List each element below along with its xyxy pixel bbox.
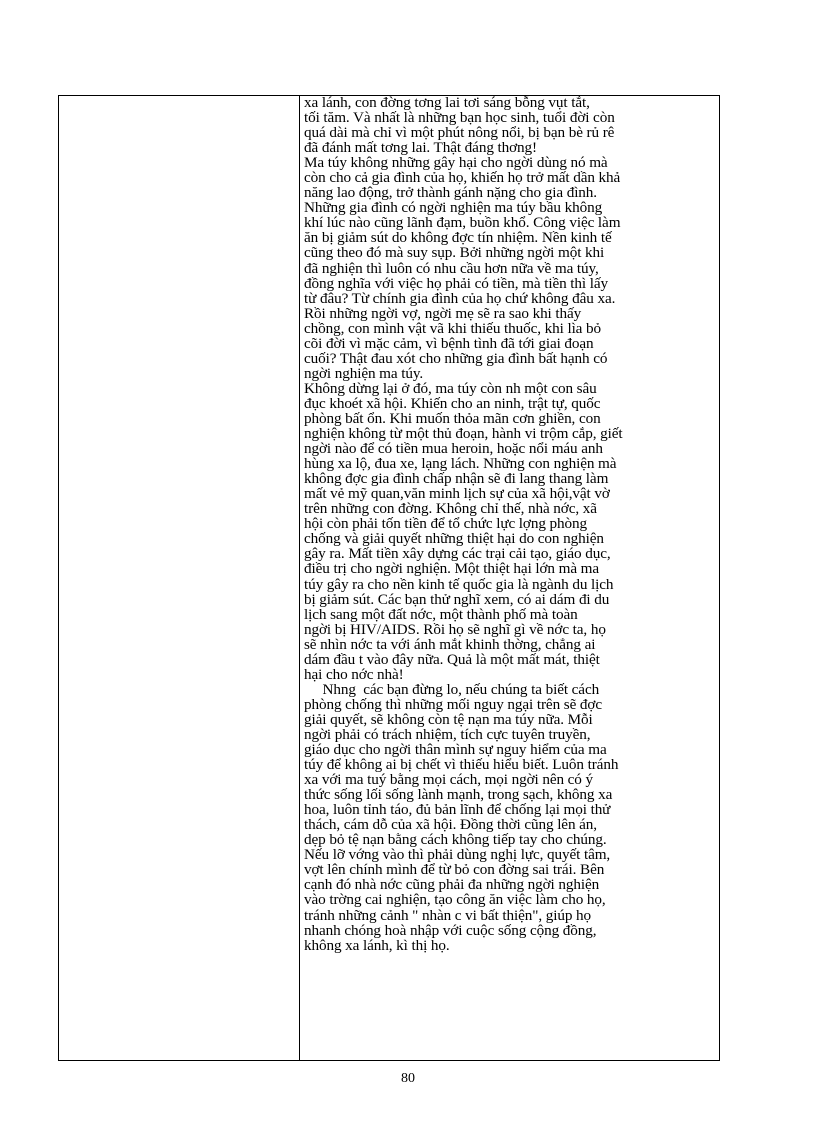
text-line: chống và giải quyết những thiệt hại do con nghiện (304, 530, 604, 548)
text-line: sẽ nhìn nớc ta với ánh mắt khinh thờng, chẳng ai (304, 635, 596, 653)
text-line: hại cho nớc nhà! (304, 665, 404, 683)
text-line: phòng bất ổn. Khi muốn thỏa mãn cơn ghiền, con (304, 409, 601, 427)
text-line: phòng chống thì những mối nguy ngại trên sẽ đợc (304, 695, 602, 713)
text-line: chồng, con mình vật vã khi thiếu thuốc, khi lìa bỏ (304, 319, 602, 337)
text-line: đục khoét xã hội. Khiến cho an ninh, trật tự, quốc (304, 394, 601, 412)
text-line: lịch sang một đất nớc, một thành phố mà toàn (304, 605, 578, 623)
text-line: giải quyết, sẽ không còn tệ nạn ma túy nữa. Mỗi (304, 710, 593, 728)
text-line: Những gia đình có ngời nghiện ma túy bầu không (304, 199, 603, 217)
text-line: đồng nghĩa với việc họ phải có tiền, mà tiền thì lấy (304, 274, 608, 292)
text-line: gây ra. Mất tiền xây dựng các trại cải tạo, giáo dục, (304, 545, 611, 563)
column-divider (299, 95, 300, 1061)
text-line: Không dừng lại ở đó, ma túy còn nh một con sâu (304, 379, 597, 397)
text-line: giáo dục cho ngời thân mình sự nguy hiểm của ma (304, 741, 607, 759)
text-line: quá dài mà chỉ vì một phút nông nổi, bị bạn bè rủ rê (304, 124, 615, 142)
text-line: khí lúc nào cũng lãnh đạm, buồn khổ. Công việc làm (304, 214, 621, 232)
text-line: thức sống lối sống lành mạnh, trong sạch, không xa (304, 786, 613, 804)
text-line: vào trờng cai nghiện, tạo công ăn việc làm cho họ, (304, 891, 606, 909)
left-empty-column (59, 96, 299, 1060)
text-line: túy để không ai bị chết vì thiếu hiểu biết. Luôn tránh (304, 756, 619, 774)
text-line: cuối? Thật đau xót cho những gia đình bất hạnh có (304, 349, 608, 367)
text-line: hùng xa lộ, đua xe, lạng lách. Những con nghiện mà (304, 455, 617, 473)
text-line: túy gây ra cho nền kinh tế quốc gia là ngành du lịch (304, 575, 614, 593)
text-line: từ đâu? Từ chính gia đình của họ chứ không đâu xa. (304, 289, 616, 307)
text-line: ngời nào để có tiền mua heroin, hoặc nổi máu anh (304, 440, 603, 458)
text-line: nghiện không từ một thủ đoạn, hành vi trộm cắp, giết (304, 425, 623, 443)
body-text (304, 95, 716, 1061)
text-line: ngời nghiện ma túy. (304, 364, 424, 382)
text-line: vợt lên chính mình để từ bỏ con đờng sai trái. Bên (304, 861, 605, 879)
text-line: ngời phải có trách nhiệm, tích cực tuyên truyền, (304, 725, 591, 743)
text-line: tối tăm. Và nhất là những bạn học sinh, tuổi đời còn (304, 109, 615, 127)
text-line: hội còn phải tốn tiền để tổ chức lực lợng phòng (304, 515, 587, 533)
text-line: xa lánh, con đờng tơng lai tơi sáng bỗng vụt tắt, (304, 95, 590, 111)
text-line: cõi đời vì mặc cảm, vì bệnh tình đã tới giai đoạn (304, 334, 594, 352)
text-line: mất vẻ mỹ quan,văn minh lịch sự của xã hội,vật vờ (304, 485, 610, 503)
page-number: 80 (401, 1071, 415, 1086)
text-line: ăn bị giảm sút do không đợc tín nhiệm. Nền kinh tế (304, 229, 612, 247)
text-line: tránh những cảnh " nhàn c vi bất thiện", giúp họ (304, 906, 592, 924)
text-line: năng lao động, trở thành gánh nặng cho gia đình. (304, 184, 597, 202)
text-line: nhanh chóng hoà nhập với cuộc sống cộng đồng, (304, 921, 597, 939)
text-line: ngời bị HIV/AIDS. Rồi họ sẽ nghĩ gì về nớc ta, họ (304, 620, 606, 638)
text-line: xa với ma tuý bằng mọi cách, mọi ngời nên có ý (304, 771, 593, 789)
text-line: Rồi những ngời vợ, ngời mẹ sẽ ra sao khi thấy (304, 304, 582, 322)
text-line: không xa lánh, kì thị họ. (304, 936, 450, 954)
text-line: Nhng các bạn đừng lo, nếu chúng ta biết cách (304, 680, 600, 698)
text-line: dẹp bỏ tệ nạn bằng cách không tiếp tay cho chúng. (304, 831, 607, 849)
text-line: hoa, luôn tỉnh táo, đủ bản lĩnh để chống lại mọi thử (304, 801, 611, 819)
text-line: đã nghiện thì luôn có nhu cầu hơn nữa về ma túy, (304, 259, 599, 277)
text-line: dám đầu t vào đây nữa. Quả là một mất mát, thiệt (304, 650, 600, 668)
text-line: không đợc gia đình chấp nhận sẽ đi lang thang làm (304, 470, 609, 488)
text-line: bị giảm sút. Các bạn thử nghĩ xem, có ai dám đi du (304, 590, 610, 608)
text-line: thách, cám dỗ của xã hội. Đồng thời cũng lên án, (304, 816, 597, 834)
text-line: Ma túy không những gây hại cho ngời dùng nó mà (304, 154, 608, 172)
text-line: điều trị cho ngời nghiện. Một thiệt hại lớn mà ma (304, 560, 600, 578)
text-line: Nếu lỡ vớng vào thì phải dùng nghị lực, quyết tâm, (304, 846, 611, 864)
text-line: trên những con đờng. Không chỉ thế, nhà nớc, xã (304, 500, 597, 518)
text-line: cạnh đó nhà nớc cũng phải đa những ngời nghiện (304, 876, 600, 894)
text-line: còn cho cả gia đình của họ, khiến họ trở mất dần khả (304, 169, 621, 187)
text-line: cũng theo đó mà suy sụp. Bởi những ngời một khi (304, 244, 605, 262)
text-line: đã đánh mất tơng lai. Thật đáng thơng! (304, 139, 537, 157)
